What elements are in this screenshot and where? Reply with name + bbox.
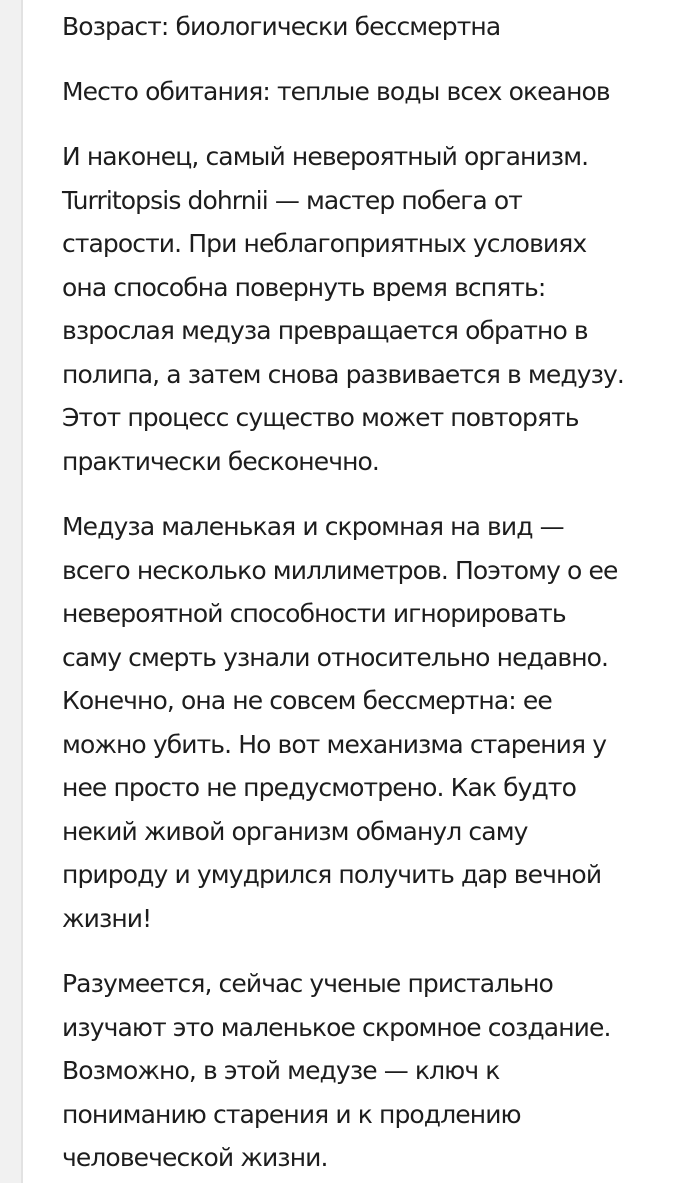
paragraph-line: пониманию старения и к продлению <box>62 1099 521 1129</box>
paragraph-line: саму смерть узнали относительно недавно. <box>62 642 609 672</box>
paragraph-line: Конечно, она не совсем бессмертна: ее <box>62 686 552 715</box>
paragraph-line: некий живой организм обманул саму <box>62 816 528 846</box>
research-paragraph <box>62 962 682 1180</box>
paragraph-line: Этот процесс существо может повторять <box>62 403 579 432</box>
paragraph-line: Turritopsis dohrnii — мастер побега от <box>62 185 522 215</box>
age-line: Возраст: биологически бессмертна <box>62 12 501 41</box>
paragraph-line: невероятной способности игнорировать <box>62 599 566 628</box>
paragraph-line: старости. При неблагоприятных условиях <box>62 229 587 258</box>
paragraph-line: нее просто не предусмотрено. Как будто <box>62 773 576 802</box>
left-margin-rail <box>0 0 24 1183</box>
paragraph-line: она способна повернуть время вспять: <box>62 272 546 302</box>
main-paragraph <box>62 135 682 483</box>
paragraph-line: человеческой жизни. <box>62 1143 328 1172</box>
paragraph-line: полипа, а затем снова развивается в медузу. <box>62 359 624 389</box>
paragraph-line: можно убить. Но вот механизма старения у <box>62 729 607 759</box>
paragraph-line: практически бесконечно. <box>62 446 379 476</box>
habitat-line: Место обитания: теплые воды всех океанов <box>62 77 610 106</box>
paragraph-line: Возможно, в этой медузе — ключ к <box>62 1056 500 1085</box>
paragraph-line: И наконец, самый невероятный организм. <box>62 142 589 171</box>
paragraph-line: изучают это маленькое скромное создание. <box>62 1012 611 1042</box>
paragraph-line: природу и умудрился получить дар вечной <box>62 860 602 889</box>
paragraph-line: Медуза маленькая и скромная на вид — <box>62 512 564 541</box>
size-paragraph <box>62 505 682 940</box>
paragraph-line: всего несколько миллиметров. Поэтому о ее <box>62 555 618 585</box>
paragraph-line: взрослая медуза превращается обратно в <box>62 316 588 345</box>
paragraph-line: жизни! <box>62 903 152 933</box>
paragraph-line: Разумеется, сейчас ученые пристально <box>62 969 553 998</box>
